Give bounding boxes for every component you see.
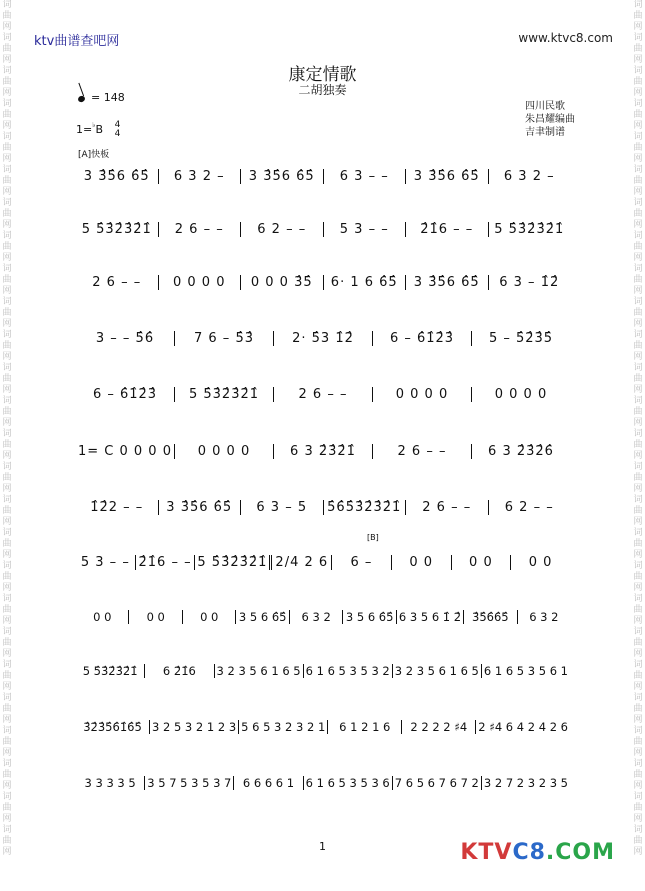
measure: 5 5̂3̂2̂3̂2̂1̂ — [174, 387, 273, 402]
logo-c8: C8 — [512, 840, 546, 865]
watermark-char: 曲 — [633, 209, 643, 219]
measure: 6 2 – – — [488, 500, 571, 515]
watermark-char: 曲 — [2, 638, 12, 648]
watermark-char: 曲 — [2, 572, 12, 582]
watermark-char: 词 — [633, 198, 643, 208]
watermark-char: 词 — [2, 297, 12, 307]
watermark-char: 网 — [2, 121, 12, 131]
watermark-char: 词 — [633, 726, 643, 736]
measure: 0 0 0 0 — [174, 444, 273, 459]
watermark-char: 词 — [2, 132, 12, 142]
watermark-char: 网 — [633, 55, 643, 65]
measure: 6 3 2 — [289, 610, 342, 624]
measure: 6 1 6 5 3 5 3 6 — [303, 776, 392, 790]
measure: 6 – — [331, 555, 391, 570]
measure: 5 5̂3̂2̂3̂2̂1̂ — [194, 555, 269, 570]
watermark-char: 网 — [2, 154, 12, 164]
measure: 3 2 7 2 3 2 3 5 — [481, 776, 570, 790]
watermark-char: 词 — [633, 792, 643, 802]
watermark-char: 网 — [2, 748, 12, 758]
score-line — [76, 322, 570, 354]
watermark-char: 曲 — [633, 737, 643, 747]
score-line — [76, 378, 570, 410]
watermark-char: 曲 — [2, 308, 12, 318]
score-line — [76, 711, 570, 743]
watermark-char: 词 — [2, 495, 12, 505]
score-line — [76, 160, 570, 192]
watermark-char: 网 — [2, 418, 12, 428]
watermark-char: 网 — [2, 616, 12, 626]
watermark-char: 网 — [633, 550, 643, 560]
watermark-char: 曲 — [2, 77, 12, 87]
measure: 6 3 – – — [323, 169, 406, 184]
watermark-char: 词 — [633, 693, 643, 703]
measure: 6 – 6̂1̂2̂3̂ — [372, 331, 471, 346]
watermark-char: 网 — [2, 385, 12, 395]
measure: 6 3 2̂3̂2̂1̂ — [273, 444, 372, 459]
meter-top: 4 — [114, 120, 121, 130]
watermark-char: 曲 — [633, 440, 643, 450]
measure: 3 3̂5̂6 6̂5̂ — [405, 169, 488, 184]
measure: 3 5 6 6̂5̂ — [235, 610, 288, 624]
score-line — [76, 601, 570, 633]
measure: 6 3 2 – — [488, 169, 571, 184]
measure: 7 6 – 5̂3̂ — [174, 331, 273, 346]
watermark-char: 词 — [2, 264, 12, 274]
watermark-char: 曲 — [2, 605, 12, 615]
site-url-right[interactable]: www.ktvc8.com — [518, 31, 613, 45]
page-number: 1 — [319, 840, 326, 853]
watermark-char: 曲 — [633, 836, 643, 846]
watermark-char: 词 — [633, 297, 643, 307]
watermark-char: 曲 — [633, 638, 643, 648]
watermark-char: 词 — [633, 627, 643, 637]
measure: 5 3 – – — [80, 554, 130, 570]
watermark-char: 网 — [2, 583, 12, 593]
measure: 2 6 – – — [405, 500, 488, 515]
score-line — [76, 266, 570, 298]
watermark-char: 网 — [2, 55, 12, 65]
watermark-char: 词 — [633, 231, 643, 241]
watermark-char: 曲 — [633, 44, 643, 54]
watermark-char: 网 — [633, 517, 643, 527]
watermark-char: 曲 — [2, 737, 12, 747]
time-signature — [115, 121, 121, 139]
watermark-char: 词 — [633, 0, 643, 10]
watermark-char: 曲 — [633, 572, 643, 582]
score-line — [76, 767, 570, 799]
watermark-char: 词 — [2, 231, 12, 241]
measure: 0 0 — [128, 610, 181, 624]
watermark-char: 曲 — [633, 110, 643, 120]
measure: 3̂2̂3̂5̂6̂1̂6̂5̂ — [83, 720, 142, 734]
watermark-char: 曲 — [633, 374, 643, 384]
measure: 2 2 2 2 ♯4 — [401, 720, 475, 734]
measure: 2· 5̂3 1̂2̂ — [273, 331, 372, 346]
measure: 6 3 2̂3̂2̂6̂ — [471, 444, 570, 459]
watermark-char: 曲 — [2, 341, 12, 351]
watermark-char: 曲 — [633, 143, 643, 153]
watermark-char: 网 — [2, 682, 12, 692]
watermark-char: 曲 — [2, 176, 12, 186]
measure: 3 5 6 6̂5̂ — [342, 610, 395, 624]
watermark-char: 词 — [633, 330, 643, 340]
watermark-char: 网 — [633, 352, 643, 362]
watermark-char: 词 — [633, 594, 643, 604]
watermark-char: 网 — [2, 319, 12, 329]
watermark-char: 网 — [633, 715, 643, 725]
watermark-char: 网 — [2, 517, 12, 527]
measure: 0 0 0 0 — [471, 387, 570, 402]
watermark-char: 曲 — [633, 770, 643, 780]
watermark-char: 词 — [633, 363, 643, 373]
score-line — [76, 213, 570, 245]
watermark-char: 曲 — [2, 836, 12, 846]
watermark-char: 词 — [2, 825, 12, 835]
watermark-char: 网 — [2, 781, 12, 791]
watermark-char: 曲 — [633, 77, 643, 87]
measure: 3 3̂5̂6 6̂5̂ — [83, 168, 150, 184]
watermark-char: 曲 — [2, 374, 12, 384]
measure: 5 5̂3̂2̂3̂2̂1̂ — [488, 222, 571, 237]
measure: 2 ♯4 6 4 2 4 2 6 — [475, 720, 570, 734]
watermark-char: 词 — [633, 66, 643, 76]
watermark-char: 词 — [633, 495, 643, 505]
logo-ktv: KTV — [460, 840, 513, 865]
watermark-char: 网 — [633, 220, 643, 230]
watermark-char: 曲 — [2, 242, 12, 252]
tempo-marking — [78, 91, 125, 104]
measure: 6 1 6 5 3 5 3 2 — [303, 664, 392, 678]
measure: 3 3̂5̂6 6̂5̂ — [240, 169, 323, 184]
watermark-char: 网 — [633, 682, 643, 692]
measure: 3 2 3 5 6 1 6 5 — [214, 664, 303, 678]
watermark-char: 曲 — [2, 803, 12, 813]
watermark-char: 词 — [2, 198, 12, 208]
watermark-char: 曲 — [633, 176, 643, 186]
measure: 2 6 – – — [372, 444, 471, 459]
measure: 6 3 2 — [517, 610, 570, 624]
site-name-left[interactable]: ktv曲谱查吧网 — [34, 34, 120, 49]
watermark-char: 词 — [2, 759, 12, 769]
watermark-char: 网 — [2, 88, 12, 98]
watermark-char: 网 — [633, 22, 643, 32]
measure: 3 3̂5̂6 6̂5̂ — [405, 275, 488, 290]
measure: 1= C 0 0 0 0 — [78, 443, 172, 459]
measure: 2/4 2 6 — [269, 555, 331, 570]
watermark-char: 曲 — [2, 671, 12, 681]
watermark-char: 曲 — [633, 803, 643, 813]
measure: 1̂2̂2 – – — [90, 499, 144, 515]
watermark-char: 网 — [633, 418, 643, 428]
tempo-value: = 148 — [91, 91, 125, 104]
watermark-char: 词 — [2, 693, 12, 703]
watermark-char: 网 — [633, 748, 643, 758]
ktvc8-logo[interactable] — [460, 840, 615, 865]
watermark-char: 网 — [2, 814, 12, 824]
score-line — [76, 655, 570, 687]
watermark-char: 网 — [633, 847, 643, 857]
measure: 3 3 3 3 5 — [84, 776, 136, 790]
measure: 6 3 – 1̂2̂ — [488, 275, 571, 290]
score-line — [76, 435, 570, 467]
watermark-char: 曲 — [2, 44, 12, 54]
watermark-char: 网 — [633, 385, 643, 395]
watermark-char: 词 — [2, 792, 12, 802]
watermark-char: 词 — [2, 561, 12, 571]
watermark-char: 词 — [633, 561, 643, 571]
watermark-char: 曲 — [633, 539, 643, 549]
song-title: 康定情歌 — [288, 65, 357, 85]
watermark-char: 网 — [633, 154, 643, 164]
logo-com: .COM — [545, 840, 615, 865]
watermark-char: 曲 — [2, 407, 12, 417]
measure: 2̂1̂6 – – — [405, 222, 488, 237]
measure: 5 3 – – — [323, 222, 406, 237]
watermark-char: 曲 — [633, 473, 643, 483]
watermark-char: 词 — [2, 528, 12, 538]
measure: 5 6 5 3 2 3 2 1 — [238, 720, 327, 734]
measure: 5̂6̂5̂3̂2̂3̂2̂1̂ — [323, 500, 406, 515]
watermark-char: 网 — [2, 847, 12, 857]
watermark-char: 网 — [633, 121, 643, 131]
watermark-char: 词 — [633, 396, 643, 406]
watermark-char: 网 — [633, 88, 643, 98]
watermark-char: 网 — [2, 451, 12, 461]
watermark-left — [0, 0, 14, 858]
measure: 6 3 – 5 — [240, 500, 323, 515]
watermark-char: 网 — [633, 319, 643, 329]
watermark-char: 词 — [633, 264, 643, 274]
watermark-char: 曲 — [2, 143, 12, 153]
key-note: B — [95, 123, 104, 136]
watermark-char: 曲 — [2, 704, 12, 714]
measure: 6 – 6̂1̂2̂3̂ — [92, 386, 158, 402]
watermark-char: 曲 — [633, 11, 643, 21]
watermark-char: 网 — [633, 451, 643, 461]
watermark-char: 曲 — [2, 209, 12, 219]
measure: 6 2̂1̂6 — [144, 664, 213, 678]
watermark-char: 曲 — [633, 605, 643, 615]
watermark-char: 网 — [633, 814, 643, 824]
measure: 6· 1 6 6̂5̂ — [323, 275, 406, 290]
key-flat: ♭ — [92, 121, 96, 129]
watermark-char: 词 — [2, 726, 12, 736]
measure: 0 0 0 0 — [158, 275, 241, 290]
watermark-char: 曲 — [633, 671, 643, 681]
watermark-char: 曲 — [2, 275, 12, 285]
measure: 3 – – 5̂6̂ — [95, 330, 155, 346]
watermark-char: 曲 — [633, 275, 643, 285]
measure: 5 5̂3̂2̂3̂2̂1̂ — [82, 664, 138, 678]
watermark-char: 词 — [2, 0, 12, 10]
watermark-char: 网 — [2, 22, 12, 32]
credit-origin: 四川民歌 — [525, 101, 565, 112]
watermark-char: 网 — [2, 715, 12, 725]
score-line — [76, 491, 570, 523]
watermark-char: 词 — [633, 825, 643, 835]
watermark-char: 网 — [2, 253, 12, 263]
watermark-char: 词 — [2, 594, 12, 604]
watermark-char: 曲 — [633, 506, 643, 516]
quarter-note-icon — [77, 95, 86, 103]
watermark-char: 曲 — [633, 308, 643, 318]
measure: 5 – 5̂2̂3̂5̂ — [471, 331, 570, 346]
watermark-char: 网 — [633, 616, 643, 626]
measure: 2 6 – – — [92, 274, 142, 290]
watermark-char: 词 — [633, 462, 643, 472]
watermark-char: 词 — [633, 99, 643, 109]
measure: 2̂1̂6 – – — [135, 555, 195, 570]
watermark-char: 曲 — [2, 539, 12, 549]
measure: 6 2 – – — [240, 222, 323, 237]
measure: 0 0 — [391, 555, 451, 570]
section-b-label: [B] — [367, 533, 379, 542]
measure: 2 6 – – — [158, 222, 241, 237]
watermark-char: 网 — [2, 649, 12, 659]
measure: 6 1 2 1 6 — [327, 720, 401, 734]
section-a-label: [A]快板 — [78, 150, 110, 160]
watermark-char: 曲 — [2, 770, 12, 780]
watermark-char: 词 — [2, 66, 12, 76]
measure: 3 5 7 5 3 5 3 7 — [144, 776, 233, 790]
watermark-right — [631, 0, 645, 858]
watermark-char: 曲 — [633, 341, 643, 351]
watermark-char: 词 — [2, 363, 12, 373]
watermark-char: 曲 — [2, 440, 12, 450]
watermark-char: 词 — [633, 429, 643, 439]
measure: 6 6 6 6 1 — [233, 776, 302, 790]
watermark-char: 词 — [2, 462, 12, 472]
credits — [525, 100, 575, 139]
watermark-char: 词 — [633, 33, 643, 43]
watermark-char: 词 — [2, 429, 12, 439]
key-prefix: 1= — [76, 123, 93, 136]
watermark-char: 词 — [2, 165, 12, 175]
key-signature — [76, 121, 120, 139]
measure: 0 0 — [451, 555, 511, 570]
watermark-char: 网 — [633, 187, 643, 197]
watermark-char: 词 — [633, 759, 643, 769]
song-subtitle: 二胡独奏 — [298, 83, 347, 97]
measure: 6 3 2 – — [158, 169, 241, 184]
watermark-char: 曲 — [2, 11, 12, 21]
watermark-char: 网 — [633, 253, 643, 263]
watermark-char: 网 — [2, 187, 12, 197]
watermark-char: 词 — [2, 99, 12, 109]
watermark-char: 网 — [2, 484, 12, 494]
watermark-char: 网 — [2, 550, 12, 560]
measure: 3̂5̂6̂6̂5̂ — [463, 610, 516, 624]
measure: 0 0 0 0 — [372, 387, 471, 402]
meter-bottom: 4 — [114, 129, 121, 139]
measure: 2 6 – – — [273, 387, 372, 402]
credit-transcriber: 吉聿制谱 — [525, 127, 565, 138]
measure: 6 3 5 6 1̂ 2̂ — [396, 610, 463, 624]
watermark-char: 词 — [2, 330, 12, 340]
watermark-char: 词 — [633, 660, 643, 670]
measure: 5 5̂3̂2̂3̂2̂1̂ — [81, 221, 152, 237]
watermark-char: 曲 — [2, 506, 12, 516]
watermark-char: 网 — [633, 583, 643, 593]
watermark-char: 词 — [633, 165, 643, 175]
watermark-char: 网 — [633, 484, 643, 494]
watermark-char: 词 — [2, 627, 12, 637]
measure: 0 0 — [182, 610, 235, 624]
watermark-char: 曲 — [2, 473, 12, 483]
watermark-char: 网 — [633, 781, 643, 791]
watermark-char: 词 — [2, 396, 12, 406]
watermark-char: 曲 — [633, 242, 643, 252]
measure: 0 0 0 3̂5̂ — [240, 275, 323, 290]
watermark-char: 网 — [2, 286, 12, 296]
watermark-char: 曲 — [633, 407, 643, 417]
watermark-char: 词 — [2, 33, 12, 43]
watermark-char: 网 — [2, 352, 12, 362]
measure: 0 0 — [510, 555, 570, 570]
watermark-char: 网 — [633, 649, 643, 659]
watermark-char: 曲 — [2, 110, 12, 120]
measure: 0 0 — [93, 610, 112, 624]
credit-arranger: 朱昌耀编曲 — [525, 114, 575, 125]
watermark-char: 词 — [633, 132, 643, 142]
measure: 6 1 6 5 3 5 6 1 — [481, 664, 570, 678]
measure: 7 6 5 6 7 6 7 2 — [392, 776, 481, 790]
measure: 3 3̂5̂6 6̂5̂ — [158, 500, 241, 515]
measure: 3 2 3 5 6 1 6 5 — [392, 664, 481, 678]
watermark-char: 词 — [633, 528, 643, 538]
watermark-char: 曲 — [633, 704, 643, 714]
score-line — [76, 546, 570, 578]
measure: 3 2 5 3 2 1 2 3 — [149, 720, 238, 734]
watermark-char: 网 — [633, 286, 643, 296]
watermark-char: 网 — [2, 220, 12, 230]
watermark-char: 词 — [2, 660, 12, 670]
